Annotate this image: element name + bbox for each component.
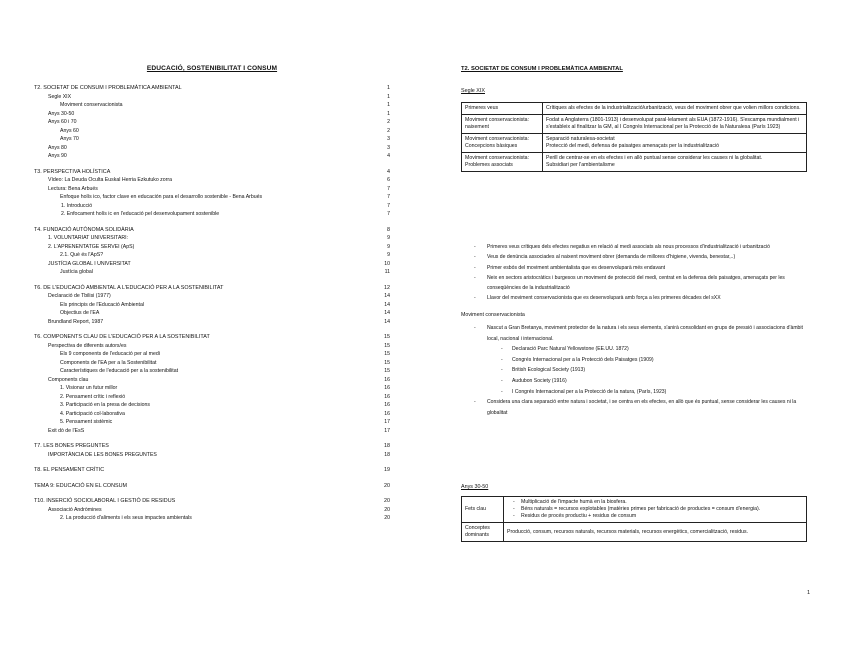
toc-entry-label: Associació Andròmines bbox=[48, 506, 102, 513]
toc-entry-label: Anys 70 bbox=[60, 136, 79, 142]
list-item: - Neix en sectors aristocràtics i burgesos un moviment de protecció del medi, centrat en la defensa dels paisatges, amenaçats per les conseqüències de la industrialització bbox=[474, 273, 810, 294]
toc-entry-label: Anys 60 i 70 bbox=[48, 119, 77, 125]
toc-entry-label: Perspectiva de diferents autors/es bbox=[48, 342, 127, 349]
toc-entry-label: T2. SOCIETAT DE CONSUM I PROBLEMÀTICA AMBIENTAL bbox=[34, 85, 182, 91]
toc-entry-page: 2 bbox=[387, 119, 390, 125]
toc-entry[interactable] bbox=[34, 110, 390, 119]
toc-entry-page: 7 bbox=[387, 211, 390, 217]
toc-entry[interactable] bbox=[34, 251, 390, 260]
toc-entry-label: 5. Pensament sistèmic bbox=[60, 419, 113, 425]
toc-entry-page: 15 bbox=[384, 342, 390, 349]
toc-entry[interactable] bbox=[34, 482, 390, 491]
list-item: - Primeres veus crítiques dels efectes negatius en relació al medi associats als nous processos d'industrialització i urbanització bbox=[474, 242, 810, 252]
toc-entry-label: Lectura: Bena Arbués bbox=[48, 185, 98, 192]
toc-entry-page: 16 bbox=[384, 402, 390, 408]
table-cell-text: Crítiques als efectes de la industrialització/urbanització, veus del moviment obrer que volien millors condicions. bbox=[543, 103, 807, 115]
toc-entry[interactable] bbox=[34, 260, 390, 269]
toc-entry[interactable] bbox=[34, 333, 390, 342]
toc-entry-page: 3 bbox=[387, 136, 390, 142]
toc-entry[interactable] bbox=[34, 101, 390, 110]
list-item: - I Congrés Internacional per a la Protecció de la natura, (París, 1923) bbox=[474, 387, 810, 398]
toc-entry[interactable] bbox=[34, 451, 390, 460]
toc-entry[interactable] bbox=[34, 497, 390, 506]
table-cell-text: Producció, consum, recursos naturals, recursos materials, recursos energètics, comercialització, residus. bbox=[504, 523, 807, 542]
toc-entry-label: 3. Participació en la presa de decisions bbox=[60, 402, 150, 408]
toc-entry-page: 15 bbox=[384, 351, 390, 357]
toc-entry[interactable] bbox=[34, 84, 390, 93]
list-item: - Nascut a Gran Bretanya, moviment protector de la natura i els seus elements, s'anirà consolidant en grups de pressió i associacions d'àmbit local, nacional i internacional. bbox=[474, 323, 810, 344]
toc-entry-page: 9 bbox=[387, 252, 390, 258]
toc-entry-label: T10. INSERCIÓ SOCIOLABORAL I GESTIÓ DE RESIDUS bbox=[34, 498, 176, 504]
toc-entry[interactable] bbox=[34, 93, 390, 102]
toc-entry[interactable] bbox=[34, 193, 390, 202]
table-cell-label: Moviment conservacionista: Problemes associats bbox=[462, 153, 543, 172]
list-item: - Declaració Parc Natural Yellowstone (EE.UU. 1872) bbox=[474, 344, 810, 355]
toc-entry[interactable] bbox=[34, 152, 390, 161]
toc-entry-label: Anys 60 bbox=[60, 127, 79, 134]
toc-entry-label: 2. Enfocament holís ic en l'educació pel desenvolupament sostenible bbox=[61, 211, 220, 217]
toc-entry-page: 9 bbox=[387, 243, 390, 250]
toc-entry[interactable] bbox=[34, 185, 390, 194]
toc-entry[interactable] bbox=[34, 427, 390, 436]
page-number: 1 bbox=[807, 590, 811, 596]
list-item: - Considera una clara separació entre natura i societat, i se centra en els efectes, en allò que és puntual, sense considerar les causes ni la globalitat bbox=[474, 397, 810, 418]
toc-entry-label: Components de l'EA per a la Sostenibilitat bbox=[60, 359, 157, 366]
toc-entry[interactable] bbox=[34, 376, 390, 385]
toc-entry-label: 1. Introducció bbox=[61, 202, 93, 209]
toc-entry-page: 3 bbox=[387, 144, 390, 151]
toc-entry-label: Declaració de Tbilisi (1977) bbox=[48, 293, 111, 299]
toc-entry[interactable] bbox=[34, 135, 390, 144]
toc-entry-page: 10 bbox=[384, 260, 390, 267]
toc-entry[interactable] bbox=[34, 268, 390, 277]
moviment-conservacionista-heading: Moviment conservacionista bbox=[461, 312, 525, 318]
toc-entry[interactable] bbox=[34, 243, 390, 252]
list-item: - Primer esbós del moviment ambientalista que es desenvoluparà més endavant bbox=[474, 263, 810, 273]
toc-entry-page: 17 bbox=[384, 419, 390, 425]
toc-entry[interactable] bbox=[34, 144, 390, 153]
toc-entry-page: 11 bbox=[384, 269, 390, 275]
toc-entry-page: 7 bbox=[387, 202, 390, 209]
toc-entry-page: 16 bbox=[384, 376, 390, 383]
toc-entry[interactable] bbox=[34, 367, 390, 376]
table-cell-label: Fets clau bbox=[462, 497, 504, 523]
toc-entry-label: Característiques de l'educació per a la sostenibilitat bbox=[60, 368, 179, 374]
toc-entry-label: 4. Participació col·laborativa bbox=[60, 410, 125, 417]
toc-entry-page: 15 bbox=[384, 334, 390, 340]
toc-entry[interactable] bbox=[34, 284, 390, 293]
toc-entry-page: 18 bbox=[384, 451, 390, 458]
segle-xix-table bbox=[461, 102, 807, 172]
document-title: EDUCACIÓ, SOSTENIBILITAT I CONSUM bbox=[146, 65, 278, 72]
toc-entry-page: 15 bbox=[384, 359, 390, 366]
subsection-segle-xix: Segle XIX bbox=[461, 88, 485, 94]
table-cell-label: Conceptes dominants bbox=[462, 523, 504, 542]
toc-entry-label: TEMA 9: EDUCACIÓ EN EL CONSUM bbox=[34, 482, 127, 489]
table-cell-text: Fodat a Anglaterra (1801-1913) i desenvolupat paral·lelament als EUA (1872-1916). S'escampa mundialment i s'estableix al finalitzar la GM, al I Congrés Internacional per la Protecció de la Naturalesa (París 1923) bbox=[543, 115, 807, 134]
toc-entry-page: 17 bbox=[384, 427, 390, 434]
toc-entry-page: 20 bbox=[384, 506, 390, 513]
toc-entry-label: Anys 30-50 bbox=[48, 110, 75, 117]
toc-entry[interactable] bbox=[34, 410, 390, 419]
toc-entry[interactable] bbox=[34, 226, 390, 235]
toc-entry-label: JUSTÍCIA GLOBAL I UNIVERSITAT bbox=[48, 260, 131, 267]
toc-entry[interactable] bbox=[34, 442, 390, 451]
toc-entry[interactable] bbox=[34, 506, 390, 515]
toc-entry[interactable] bbox=[34, 466, 390, 475]
toc-entry-page: 16 bbox=[384, 393, 390, 400]
section-heading: T2. SOCIETAT DE CONSUM I PROBLEMÀTICA AMBIENTAL bbox=[461, 66, 623, 72]
toc-entry[interactable] bbox=[34, 234, 390, 243]
toc-entry-page: 14 bbox=[384, 293, 390, 299]
table-row bbox=[462, 497, 807, 523]
list-item: - British Ecological Society (1913) bbox=[474, 365, 810, 376]
toc-entry-label: Moviment conservacionista bbox=[60, 102, 123, 108]
toc-entry[interactable] bbox=[34, 401, 390, 410]
toc-entry-label: Exit dò de l'EsS bbox=[48, 427, 85, 434]
toc-entry-page: 1 bbox=[387, 110, 390, 117]
table-cell-text: Separació naturalesa-societat Protecció del medi, defensa de paisatges amenaçats per la industrialització bbox=[543, 134, 807, 153]
toc-entry[interactable] bbox=[34, 176, 390, 185]
table-cell-text bbox=[504, 497, 807, 523]
toc-entry-label: Enfoque holís ico, factor clave en educación para el desarrollo sostenible - Bena Arbués bbox=[60, 194, 263, 200]
toc-entry-label: Justícia global bbox=[60, 269, 93, 275]
toc-entry-page: 16 bbox=[384, 385, 390, 391]
notes-page bbox=[424, 0, 848, 655]
toc-entry-label: 2. Pensament crític i reflexió bbox=[60, 393, 126, 400]
segle-xix-bullet-list bbox=[474, 242, 810, 304]
toc-entry-label: T7. LES BONES PREGUNTES bbox=[34, 443, 109, 449]
toc-entry[interactable] bbox=[34, 127, 390, 136]
list-item: - Residus de procés productiu + residus de consum bbox=[521, 513, 803, 520]
toc-entry-page: 12 bbox=[384, 284, 390, 291]
toc-entry-page: 7 bbox=[387, 194, 390, 200]
table-cell-label: Moviment conservacionista: Concepcions bàsiques bbox=[462, 134, 543, 153]
toc-entry-label: Els 9 components de l'educació per al medi bbox=[60, 351, 160, 357]
list-item: - Béns naturals = recursos explotables (matèries primes per fabricació de productes = consum d'energia). bbox=[521, 506, 803, 513]
toc-entry-page: 19 bbox=[384, 467, 390, 473]
toc-entry-page: 20 bbox=[384, 515, 390, 521]
toc-entry-page: 1 bbox=[387, 93, 390, 100]
table-row bbox=[462, 523, 807, 542]
toc-entry[interactable] bbox=[34, 309, 390, 318]
toc-entry-page: 14 bbox=[384, 310, 390, 316]
toc-entry-page: 14 bbox=[384, 301, 390, 308]
table-row bbox=[462, 134, 807, 153]
table-of-contents bbox=[34, 84, 390, 523]
toc-entry-page: 18 bbox=[384, 443, 390, 449]
table-row bbox=[462, 115, 807, 134]
toc-entry-label: T6. COMPONENTS CLAU DE L'EDUCACIÓ PER A LA SOSTENIBILITAT bbox=[34, 334, 210, 340]
toc-entry[interactable] bbox=[34, 393, 390, 402]
toc-entry[interactable] bbox=[34, 292, 390, 301]
toc-entry-page: 20 bbox=[384, 482, 390, 489]
toc-entry-label: Anys 90 bbox=[48, 153, 67, 159]
toc-entry[interactable] bbox=[34, 168, 390, 177]
toc-entry-label: Components clau bbox=[48, 376, 89, 383]
toc-entry-label: Segle XIX bbox=[48, 93, 72, 100]
toc-entry-page: 1 bbox=[387, 102, 390, 108]
toc-entry-page: 6 bbox=[387, 177, 390, 183]
moviment-conservacionista-list bbox=[474, 323, 810, 418]
toc-entry-page: 4 bbox=[387, 168, 390, 175]
list-item: - Congrés Internacional per a la Protecció dels Paisatges (1909) bbox=[474, 355, 810, 366]
toc-entry-label: 1. VOLUNTARIAT UNIVERSITARI: bbox=[48, 235, 129, 241]
list-item: - Llavor del moviment conservacionista que es desenvoluparà amb força a les primeres dècades del sXX bbox=[474, 293, 810, 303]
subsection-anys-30-50: Anys 30-50 bbox=[461, 484, 489, 490]
toc-entry-page: 1 bbox=[387, 85, 390, 91]
toc-entry-label: T6. DE L'EDUCACIÓ AMBIENTAL A L'EDUCACIÓ PER A LA SOSTENIBILITAT bbox=[34, 284, 224, 291]
toc-entry-label: 2. L'APRENENTATGE SERVEI (ApS) bbox=[48, 243, 135, 250]
toc-entry-label: 2. La producció d'aliments i els seus impactes ambientals bbox=[60, 515, 192, 521]
toc-entry[interactable] bbox=[34, 384, 390, 393]
toc-entry[interactable] bbox=[34, 318, 390, 327]
toc-entry-page: 4 bbox=[387, 153, 390, 159]
toc-entry[interactable] bbox=[34, 118, 390, 127]
toc-entry-label: Els principis de l'Educació Ambiental bbox=[60, 301, 145, 308]
list-item: - Audubon Society (1916) bbox=[474, 376, 810, 387]
toc-entry-label: Vídeo: La Deuda Oculta Euskal Herria Ezkutuko zorra bbox=[48, 177, 172, 183]
toc-entry-label: Objectius de l'EA bbox=[60, 310, 100, 316]
table-row bbox=[462, 153, 807, 172]
toc-entry-page: 2 bbox=[387, 127, 390, 134]
table-cell-text: Perill de centrar-se en els efectes i en allò puntual sense considerar les causes ni la globalitat. Subsidiari per l'ambientalisme bbox=[543, 153, 807, 172]
table-cell-label: Moviment conservacionista: naixement bbox=[462, 115, 543, 134]
toc-entry-page: 7 bbox=[387, 185, 390, 192]
toc-entry[interactable] bbox=[34, 301, 390, 310]
toc-entry-label: 1. Visionar un futur millor bbox=[60, 385, 118, 391]
toc-entry-label: T4. FUNDACIÓ AUTÒNOMA SOLIDÀRIA bbox=[34, 226, 134, 233]
table-cell-label: Primeres veus bbox=[462, 103, 543, 115]
list-item: - Multiplicació de l'impacte humà en la biosfera. bbox=[521, 499, 803, 506]
toc-entry-page: 9 bbox=[387, 235, 390, 241]
toc-entry-label: T3. PERSPECTIVA HOLÍSTICA bbox=[34, 168, 111, 175]
toc-entry-label: 2.1. Què és l'ApS? bbox=[60, 252, 104, 258]
table-row bbox=[462, 103, 807, 115]
toc-entry[interactable] bbox=[34, 350, 390, 359]
toc-entry[interactable] bbox=[34, 418, 390, 427]
toc-entry-page: 20 bbox=[384, 498, 390, 504]
toc-entry[interactable] bbox=[34, 514, 390, 523]
toc-entry[interactable] bbox=[34, 342, 390, 351]
toc-entry-page: 16 bbox=[384, 410, 390, 417]
anys-30-50-table bbox=[461, 496, 807, 542]
toc-entry[interactable] bbox=[34, 210, 390, 219]
toc-entry-label: T8. EL PENSAMENT CRÍTIC bbox=[34, 467, 105, 473]
toc-entry[interactable] bbox=[34, 202, 390, 211]
toc-entry-page: 15 bbox=[384, 368, 390, 374]
toc-entry-label: IMPORTÀNCIA DE LES BONES PREGUNTES bbox=[48, 451, 157, 458]
list-item: - Veus de denúncia associades al naixent moviment obrer (demanda de millores d'higiene, vivenda, benestar,..) bbox=[474, 252, 810, 262]
toc-entry-page: 8 bbox=[387, 226, 390, 233]
toc-entry-page: 14 bbox=[384, 318, 390, 325]
toc-entry-label: Brundland Report, 1987 bbox=[48, 318, 104, 325]
toc-entry-label: Anys 80 bbox=[48, 144, 67, 151]
toc-entry[interactable] bbox=[34, 359, 390, 368]
